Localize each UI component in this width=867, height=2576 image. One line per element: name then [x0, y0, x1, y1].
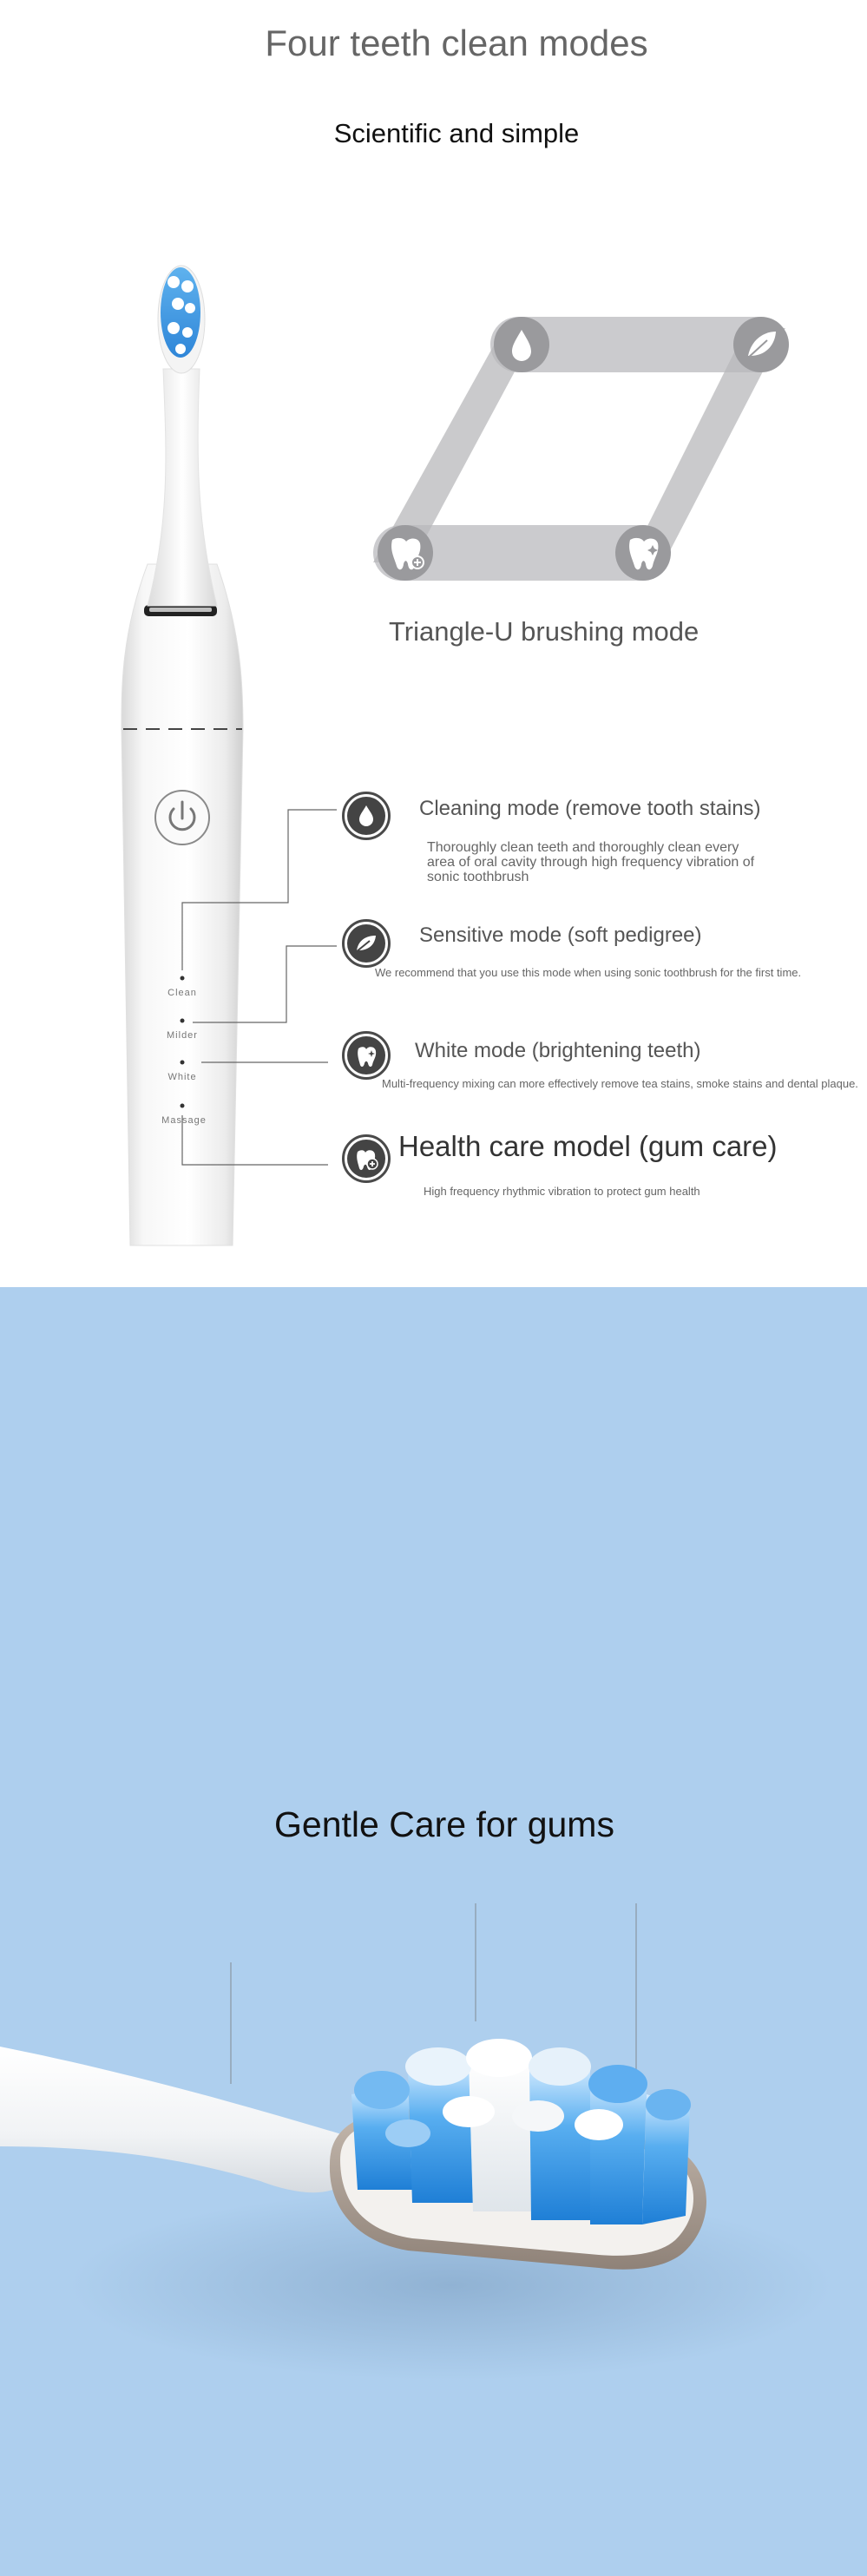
cleaning-mode-icon	[342, 792, 391, 840]
handle-label-massage: Massage	[161, 1115, 207, 1126]
modes-section	[0, 0, 867, 1287]
water-drop-icon	[347, 797, 385, 835]
mode-desc-sensitive: We recommend that you use this mode when using sonic toothbrush for the first time.	[375, 966, 802, 979]
mode-title-white: White mode (brightening teeth)	[415, 1039, 701, 1062]
gum-care-section	[0, 1287, 867, 2576]
handle-label-milder: Milder	[167, 1030, 198, 1041]
brush-head-illustration	[0, 1287, 867, 2576]
health-care-mode-icon	[342, 1134, 391, 1183]
section-title: Four teeth clean modes	[265, 23, 648, 63]
triangle-u-label: Triangle-U brushing mode	[389, 616, 700, 647]
tooth-sparkle-icon	[347, 1036, 385, 1074]
power-button	[155, 791, 209, 844]
gum-care-title: Gentle Care for gums	[274, 1804, 614, 1844]
brush-bristles	[161, 267, 200, 358]
handle-label-white: White	[167, 1072, 197, 1082]
mode-desc-health-care: High frequency rhythmic vibration to protect gum health	[424, 1185, 700, 1198]
mode-title-health-care: Health care model (gum care)	[398, 1130, 778, 1162]
sensitive-mode-icon	[342, 919, 391, 968]
handle-label-clean: Clean	[167, 988, 197, 998]
section-subtitle: Scientific and simple	[333, 118, 580, 148]
mode-desc-white: Multi-frequency mixing can more effectively remove tea stains, smoke stains and dental plaque.	[382, 1077, 858, 1090]
triangle-u-diagram	[373, 317, 789, 581]
white-mode-icon	[342, 1031, 391, 1080]
leaf-icon	[347, 924, 385, 963]
mode-title-sensitive: Sensitive mode (soft pedigree)	[419, 923, 702, 947]
mode-desc-cleaning: Thoroughly clean teeth and thoroughly clean every area of oral cavity through high frequency vibration of sonic toothbrush	[427, 840, 755, 884]
tooth-plus-icon	[347, 1140, 385, 1178]
mode-title-cleaning: Cleaning mode (remove tooth stains)	[419, 797, 761, 820]
